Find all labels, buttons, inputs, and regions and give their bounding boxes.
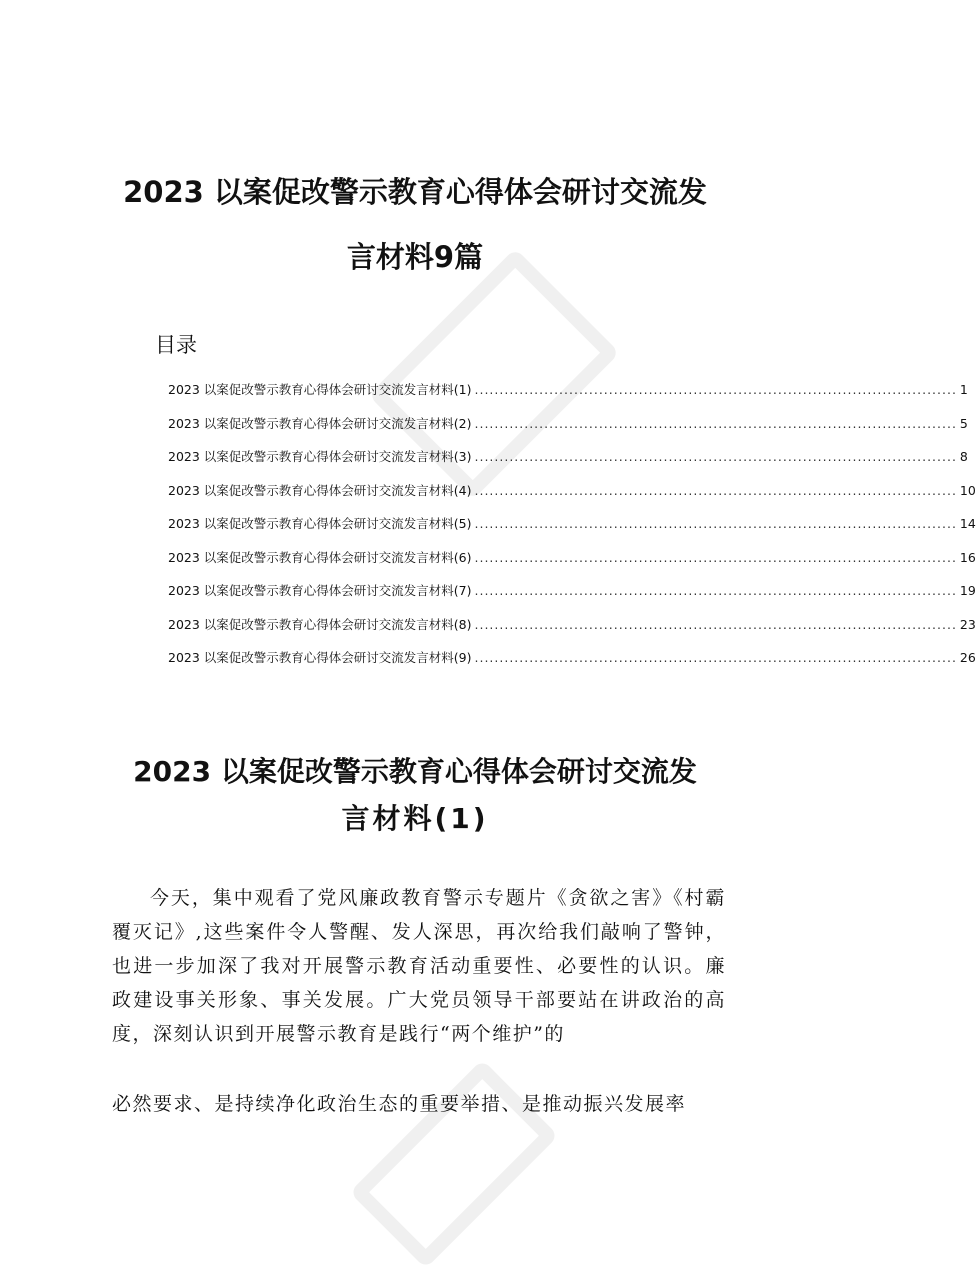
toc-entry[interactable] xyxy=(168,414,968,448)
toc-entry-page: 26 xyxy=(959,650,976,665)
toc-entry-page: 14 xyxy=(959,516,976,531)
section-title-line1: 2023 以案促改警示教育心得体会研讨交流发 xyxy=(133,755,697,788)
toc-entry-label: 2023 以案促改警示教育心得体会研讨交流发言材料(8) xyxy=(168,616,472,632)
toc-leader-dots: ................................................................................................. xyxy=(474,549,957,565)
toc-entry-label: 2023 以案促改警示教育心得体会研讨交流发言材料(9) xyxy=(168,650,472,665)
toc-entry-label: 2023 以案促改警示教育心得体会研讨交流发言材料(6) xyxy=(168,549,472,565)
toc-leader-dots: ................................................................................................. xyxy=(474,650,957,665)
toc-entry-label: 2023 以案促改警示教育心得体会研讨交流发言材料(5) xyxy=(168,516,472,531)
toc-heading: 目录 xyxy=(155,333,197,357)
toc-leader-dots: ................................................................................................. xyxy=(474,449,957,464)
toc-entry-page: 1 xyxy=(959,382,968,397)
toc-entry[interactable] xyxy=(168,648,976,682)
document-title-line2: 言材料9篇 xyxy=(346,240,484,274)
toc-entry-page: 16 xyxy=(959,549,976,565)
toc-entry-page: 5 xyxy=(959,415,968,431)
body-paragraph-continued: 必然要求、是持续净化政治生态的重要举措、是推动振兴发展率 xyxy=(112,1093,687,1115)
table-of-contents xyxy=(168,380,976,682)
toc-leader-dots: ................................................................................................. xyxy=(474,415,957,431)
toc-entry[interactable] xyxy=(168,514,976,548)
toc-leader-dots: ................................................................................................. xyxy=(474,382,957,397)
toc-entry-label: 2023 以案促改警示教育心得体会研讨交流发言材料(2) xyxy=(168,415,472,431)
section-title-line2: 言材料(1) xyxy=(341,802,489,835)
toc-leader-dots: ................................................................................................. xyxy=(474,616,957,632)
toc-entry-page: 23 xyxy=(959,616,976,632)
toc-entry[interactable] xyxy=(168,548,976,582)
toc-leader-dots: ................................................................................................. xyxy=(474,516,957,531)
toc-entry-label: 2023 以案促改警示教育心得体会研讨交流发言材料(1) xyxy=(168,382,472,397)
toc-entry[interactable] xyxy=(168,615,976,649)
document-title-line1: 2023 以案促改警示教育心得体会研讨交流发 xyxy=(123,175,707,209)
toc-entry[interactable] xyxy=(168,380,968,414)
toc-entry-page: 10 xyxy=(959,482,976,498)
toc-entry[interactable] xyxy=(168,581,976,615)
toc-entry[interactable] xyxy=(168,481,976,515)
toc-entry-label: 2023 以案促改警示教育心得体会研讨交流发言材料(4) xyxy=(168,482,472,498)
body-paragraph: 今天，集中观看了党风廉政教育警示专题片《贪欲之害》《村霸覆灭记》,这些案件令人警醒、发人深思，再次给我们敲响了警钟，也进一步加深了我对开展警示教育活动重要性、必要性的认识。廉政建设事关形象、事关发展。广大党员领导干部要站在讲政治的高度，深刻认识到开展警示教育是践行“两个维护”的 xyxy=(112,887,726,1045)
toc-leader-dots: ................................................................................................. xyxy=(474,583,957,598)
toc-entry-page: 8 xyxy=(959,449,968,464)
toc-leader-dots: ................................................................................................. xyxy=(474,482,957,498)
toc-entry-label: 2023 以案促改警示教育心得体会研讨交流发言材料(3) xyxy=(168,449,472,464)
toc-entry[interactable] xyxy=(168,447,968,481)
toc-entry-label: 2023 以案促改警示教育心得体会研讨交流发言材料(7) xyxy=(168,583,472,598)
toc-entry-page: 19 xyxy=(959,583,976,598)
